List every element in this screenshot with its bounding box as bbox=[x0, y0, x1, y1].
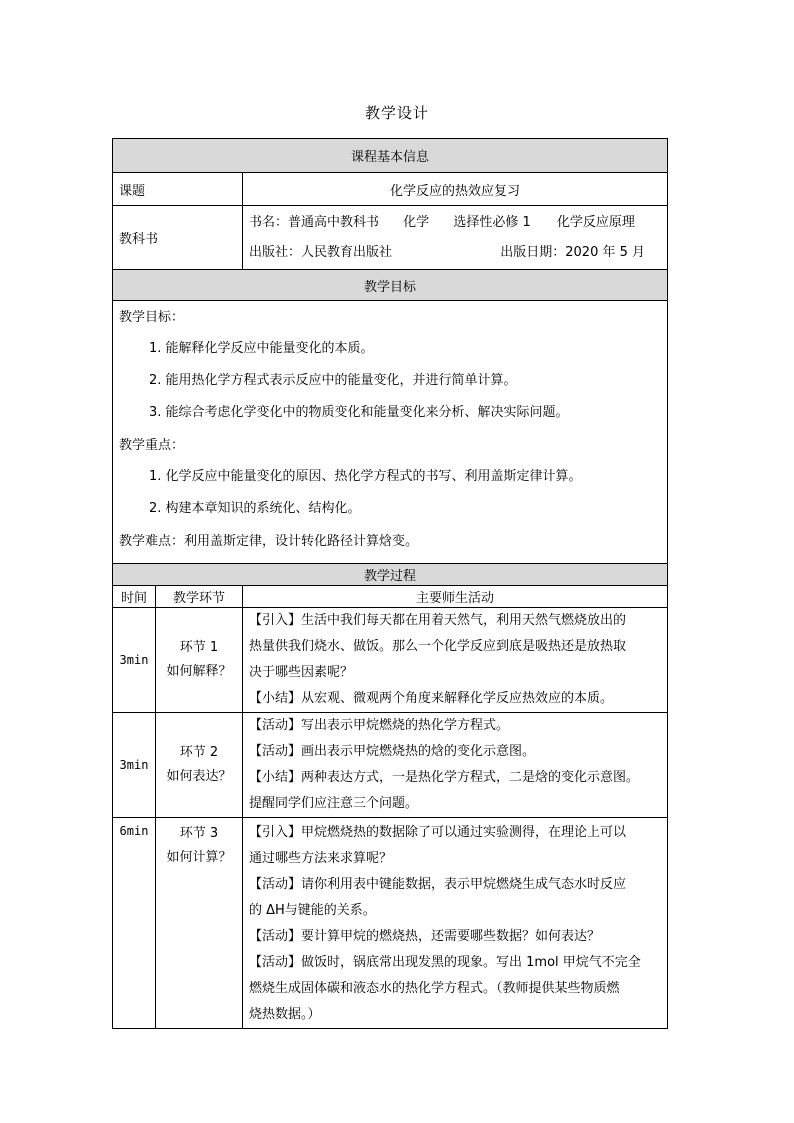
book-date: 出版日期：2020 年 5 月 bbox=[500, 244, 646, 260]
section-goals: 教学目标 bbox=[113, 270, 668, 301]
activity-line: 热量供我们烧水、做饭。那么一个化学反应到底是吸热还是放热取 bbox=[249, 639, 627, 654]
key-point-item: 2. 构建本章知识的系统化、结构化。 bbox=[149, 501, 361, 516]
key-point-item: 1. 化学反应中能量变化的原因、热化学方程式的书写、利用盖斯定律计算。 bbox=[149, 469, 582, 484]
textbook-info bbox=[243, 206, 668, 270]
header-activity: 主要师生活动 bbox=[243, 586, 668, 608]
row-stage bbox=[156, 818, 243, 1029]
book-subject: 化学 bbox=[403, 214, 430, 230]
activity-line: 【引入】生活中我们每天都在用着天然气，利用天然气燃烧放出的 bbox=[249, 613, 627, 628]
goal-item: 3. 能综合考虑化学变化中的物质变化和能量变化来分析、解决实际问题。 bbox=[149, 405, 569, 420]
key-points-label: 教学重点： bbox=[119, 438, 185, 453]
goals-block bbox=[113, 301, 668, 564]
activity-line: 【活动】画出表示甲烷燃烧热的焓的变化示意图。 bbox=[249, 744, 536, 759]
row-time: 6min bbox=[113, 818, 156, 1029]
lesson-plan-table bbox=[112, 138, 668, 1029]
stage-number: 环节 2 bbox=[179, 745, 219, 760]
header-stage: 教学环节 bbox=[156, 586, 243, 608]
row-time: 3min bbox=[113, 608, 156, 713]
activity-line: 决于哪些因素呢？ bbox=[249, 665, 354, 680]
book-volume: 选择性必修 1 bbox=[453, 214, 531, 230]
textbook-label: 教科书 bbox=[113, 206, 243, 270]
activity-line: 的 ΔH与键能的关系。 bbox=[249, 903, 376, 918]
activity-line: 【活动】要计算甲烷的燃烧热，还需要哪些数据？如何表达？ bbox=[249, 929, 601, 944]
stage-number: 环节 1 bbox=[179, 640, 219, 655]
stage-question: 如何计算？ bbox=[166, 850, 232, 865]
row-stage bbox=[156, 608, 243, 713]
row-activities bbox=[243, 608, 668, 713]
activity-line: 【小结】两种表达方式，一是热化学方程式，二是焓的变化示意图。 bbox=[249, 770, 640, 785]
activity-line: 燃烧生成固体碳和液态水的热化学方程式。（教师提供某些物质燃 bbox=[249, 981, 620, 996]
book-title: 化学反应原理 bbox=[556, 214, 635, 230]
difficulty-text: 教学难点：利用盖斯定律，设计转化路径计算焓变。 bbox=[119, 534, 419, 549]
goals-label: 教学目标： bbox=[119, 310, 185, 325]
activity-line: 通过哪些方法来求算呢？ bbox=[249, 851, 393, 866]
activity-line: 【小结】从宏观、微观两个角度来解释化学反应热效应的本质。 bbox=[249, 691, 614, 706]
stage-number: 环节 3 bbox=[179, 826, 219, 841]
section-basic-info: 课程基本信息 bbox=[113, 139, 668, 173]
row-activities bbox=[243, 818, 668, 1029]
book-publisher: 出版社：人民教育出版社 bbox=[249, 244, 393, 260]
topic-value: 化学反应的热效应复习 bbox=[243, 173, 668, 206]
document-title: 教学设计 bbox=[364, 104, 429, 122]
activity-line: 【引入】甲烷燃烧热的数据除了可以通过实验测得，在理论上可以 bbox=[249, 825, 627, 840]
stage-question: 如何解释？ bbox=[166, 664, 232, 679]
activity-line: 提醒同学们应注意三个问题。 bbox=[249, 796, 419, 811]
header-time: 时间 bbox=[113, 586, 156, 608]
goal-item: 1. 能解释化学反应中能量变化的本质。 bbox=[149, 341, 374, 356]
stage-question: 如何表达？ bbox=[166, 769, 232, 784]
activity-line: 【活动】做饭时，锅底常出现发黑的现象。写出 1mol 甲烷气不完全 bbox=[249, 955, 641, 970]
row-activities bbox=[243, 713, 668, 818]
activity-line: 烧热数据。） bbox=[249, 1007, 321, 1022]
activity-line: 【活动】请你利用表中键能数据，表示甲烷燃烧生成气态水时反应 bbox=[249, 877, 627, 892]
topic-label: 课题 bbox=[113, 173, 243, 206]
book-name: 书名：普通高中教科书 bbox=[249, 214, 380, 230]
row-time: 3min bbox=[113, 713, 156, 818]
goal-item: 2. 能用热化学方程式表示反应中的能量变化，并进行简单计算。 bbox=[149, 373, 517, 388]
activity-line: 【活动】写出表示甲烷燃烧的热化学方程式。 bbox=[249, 718, 510, 733]
row-stage bbox=[156, 713, 243, 818]
section-process: 教学过程 bbox=[113, 564, 668, 586]
